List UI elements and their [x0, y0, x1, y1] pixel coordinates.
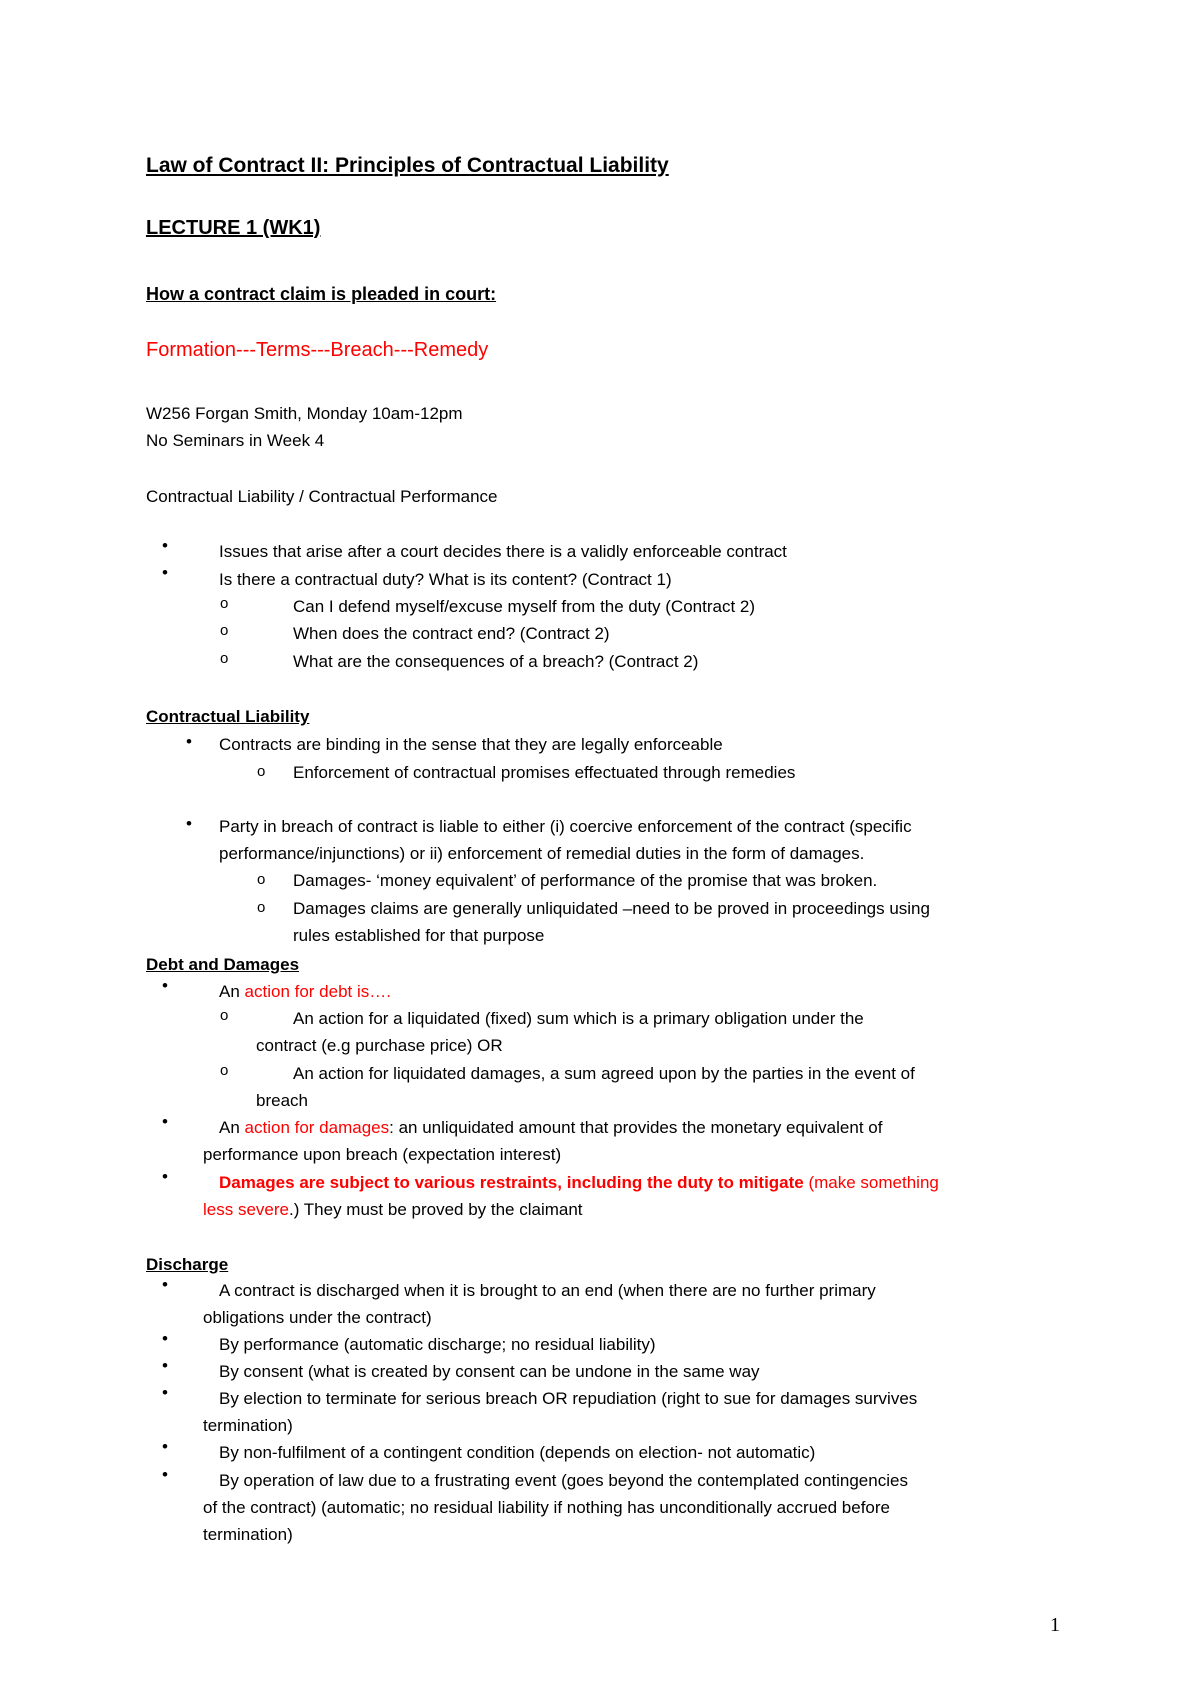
sub-bullet-icon: o [220, 1062, 229, 1079]
contractual-liability-heading: Contractual Liability [146, 707, 310, 726]
discharge-bullet-2: By performance (automatic discharge; no residual liability) [219, 1335, 656, 1354]
lecture-heading: LECTURE 1 (WK1) [146, 217, 321, 239]
discharge-bullet-1-line1: A contract is discharged when it is brought to an end (when there are no further primary [219, 1281, 876, 1300]
discharge-bullet-1-line2: obligations under the contract) [203, 1308, 432, 1327]
bullet-icon: • [162, 976, 168, 995]
debt-damages-heading: Debt and Damages [146, 955, 300, 974]
intro-bullet-1: Issues that arise after a court decides there is a validly enforceable contract [219, 542, 787, 561]
debt-sub-1-line2: contract (e.g purchase price) OR [256, 1036, 503, 1055]
debt-bullet-3-line2: less severe.) They must be proved by the claimant [203, 1200, 583, 1219]
liability-sub-3-line1: Damages claims are generally unliquidated –need to be proved in proceedings using [293, 899, 930, 918]
liability-bullet-2-line1: Party in breach of contract is liable to either (i) coercive enforcement of the contract (specific [219, 817, 912, 836]
intro-sub-1: Can I defend myself/excuse myself from the duty (Contract 2) [293, 597, 756, 616]
intro-bullet-2: Is there a contractual duty? What is its content? (Contract 1) [219, 570, 672, 589]
debt-bullet-2-line1: An action for damages: an unliquidated amount that provides the monetary equivalent of [219, 1118, 883, 1137]
debt-sub-2-line2: breach [256, 1091, 308, 1110]
debt-bullet-3-line1: Damages are subject to various restraints, including the duty to mitigate (make something [219, 1173, 939, 1192]
discharge-bullet-4-line2: termination) [203, 1416, 293, 1435]
debt-bullet-1: An action for debt is…. [219, 982, 391, 1001]
debt-bullet-2-line2: performance upon breach (expectation interest) [203, 1145, 562, 1164]
discharge-bullet-6-line3: termination) [203, 1525, 293, 1544]
liability-performance-line: Contractual Liability / Contractual Performance [146, 487, 498, 506]
intro-sub-2: When does the contract end? (Contract 2) [293, 624, 610, 643]
claim-flow: Formation---Terms---Breach---Remedy [146, 339, 489, 361]
document-title: Law of Contract II: Principles of Contractual Liability [146, 154, 669, 177]
bullet-icon: • [162, 1465, 168, 1484]
sub-bullet-icon: o [220, 1007, 229, 1024]
liability-bullet-1: Contracts are binding in the sense that they are legally enforceable [219, 735, 723, 754]
bullet-icon: • [162, 1437, 168, 1456]
sub-bullet-icon: o [220, 622, 229, 639]
sub-bullet-icon: o [220, 650, 229, 667]
debt-sub-1-line1: An action for a liquidated (fixed) sum which is a primary obligation under the [293, 1009, 864, 1028]
sub-bullet-icon: o [220, 595, 229, 612]
bullet-icon: • [162, 1383, 168, 1402]
discharge-bullet-6-line2: of the contract) (automatic; no residual liability if nothing has unconditionally accrued before [203, 1498, 890, 1517]
bullet-icon: • [186, 732, 192, 751]
discharge-bullet-5: By non-fulfilment of a contingent condition (depends on election- not automatic) [219, 1443, 816, 1462]
bullet-icon: • [162, 1167, 168, 1186]
seminar-note: No Seminars in Week 4 [146, 431, 325, 450]
bullet-icon: • [162, 563, 168, 582]
liability-sub-1: Enforcement of contractual promises effectuated through remedies [293, 763, 796, 782]
pleaded-heading: How a contract claim is pleaded in court: [146, 284, 497, 304]
debt-sub-2-line1: An action for liquidated damages, a sum agreed upon by the parties in the event of [293, 1064, 915, 1083]
bullet-icon: • [186, 814, 192, 833]
lecture-location: W256 Forgan Smith, Monday 10am-12pm [146, 404, 463, 423]
discharge-bullet-6-line1: By operation of law due to a frustrating event (goes beyond the contemplated contingencies [219, 1471, 908, 1490]
bullet-icon: • [162, 1275, 168, 1294]
bullet-icon: • [162, 1329, 168, 1348]
sub-bullet-icon: o [257, 763, 266, 780]
liability-sub-3-line2: rules established for that purpose [293, 926, 545, 945]
liability-bullet-2-line2: performance/injunctions) or ii) enforcement of remedial duties in the form of damages. [219, 844, 865, 863]
sub-bullet-icon: o [257, 871, 266, 888]
discharge-heading: Discharge [146, 1255, 229, 1274]
sub-bullet-icon: o [257, 899, 266, 916]
discharge-bullet-3: By consent (what is created by consent can be undone in the same way [219, 1362, 760, 1381]
page-number: 1 [1050, 1614, 1060, 1636]
bullet-icon: • [162, 1356, 168, 1375]
discharge-bullet-4-line1: By election to terminate for serious breach OR repudiation (right to sue for damages survives [219, 1389, 918, 1408]
liability-sub-2: Damages- ‘money equivalent’ of performance of the promise that was broken. [293, 871, 878, 890]
bullet-icon: • [162, 536, 168, 555]
intro-sub-3: What are the consequences of a breach? (Contract 2) [293, 652, 699, 671]
bullet-icon: • [162, 1112, 168, 1131]
